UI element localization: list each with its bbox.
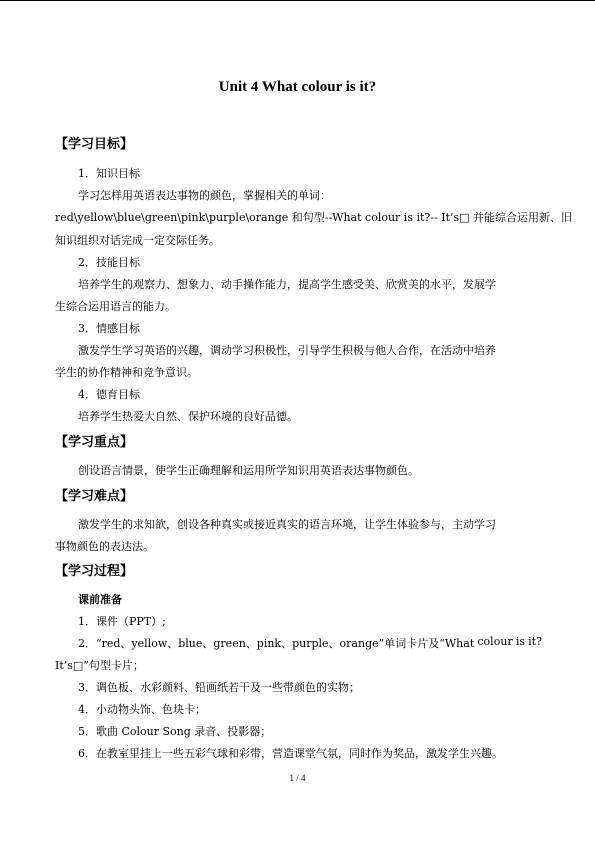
prep-item-2-part-1: 2．“red、yellow、blue、green、pink、purple、orange”单词卡片及“What xyxy=(78,637,475,650)
moral-goal-heading: 4．德育目标 xyxy=(78,388,140,401)
difficulties-line-1: 激发学生的求知欲，创设各种真实或接近真实的语言环境，让学生体验参与，主动学习 xyxy=(78,518,496,531)
section-heading-difficulties: 【学习难点】 xyxy=(55,489,134,504)
prep-item-1: 1．课件（PPT）; xyxy=(78,615,166,628)
emotion-goal-line-2: 学生的协作精神和竞争意识。 xyxy=(55,366,198,379)
knowledge-goal-line-3: 知识组织对话完成一定交际任务。 xyxy=(55,234,220,247)
emotion-goal-heading: 3．情感目标 xyxy=(78,322,140,335)
prep-item-6: 6．在教室里挂上一些五彩气球和彩带，营造课堂气氛，同时作为奖品，激发学生兴趣。 xyxy=(78,747,503,760)
difficulties-line-2: 事物颜色的表达法。 xyxy=(55,540,154,553)
section-heading-process: 【学习过程】 xyxy=(55,564,134,579)
prep-item-2-part-3: is xyxy=(515,635,525,648)
prep-item-4: 4．小动物头饰、色块卡； xyxy=(78,703,206,716)
page-number: 1 / 4 xyxy=(289,773,306,783)
knowledge-goal-line-1: 学习怎样用英语表达事物的颜色，掌握相关的单词： xyxy=(78,189,331,202)
key-points-text: 创设语言情景，使学生正确理解和运用所学知识用英语表达事物颜色。 xyxy=(78,464,419,477)
preparation-heading: 课前准备 xyxy=(78,593,122,606)
top-rule xyxy=(0,0,595,1)
moral-goal-line-1: 培养学生热爱大自然、保护环境的良好品德。 xyxy=(78,410,298,423)
page-title: Unit 4 What colour is it? xyxy=(218,79,377,95)
emotion-goal-line-1: 激发学生学习英语的兴趣，调动学习积极性，引导学生积极与他人合作，在活动中培养 xyxy=(78,344,496,357)
section-heading-key-points: 【学习重点】 xyxy=(55,435,134,450)
prep-item-2-part-4: it? xyxy=(528,635,542,648)
prep-item-5: 5．歌曲 Colour Song 录音、投影器； xyxy=(78,725,272,738)
knowledge-goal-line-2: red\yellow\blue\green\pink\purple\orange 和句型--What colour is it?-- It’s□ 并能综合运用新、旧 xyxy=(55,211,573,224)
skill-goal-line-1: 培养学生的观察力、想象力、动手操作能力，提高学生感受美、欣赏美的水平，发展学 xyxy=(78,278,496,291)
prep-item-2 xyxy=(78,635,542,651)
skill-goal-line-2: 生综合运用语言的能力。 xyxy=(55,300,176,313)
prep-item-2-part-2: colour xyxy=(477,635,513,648)
skill-goal-heading: 2．技能目标 xyxy=(78,256,140,269)
prep-item-2-continued: It’s□”句型卡片； xyxy=(55,659,144,672)
knowledge-goal-heading: 1．知识目标 xyxy=(78,167,140,180)
prep-item-3: 3．调色板、水彩颜料、铅画纸若干及一些带颜色的实物； xyxy=(78,681,360,694)
section-heading-objectives: 【学习目标】 xyxy=(55,137,134,152)
